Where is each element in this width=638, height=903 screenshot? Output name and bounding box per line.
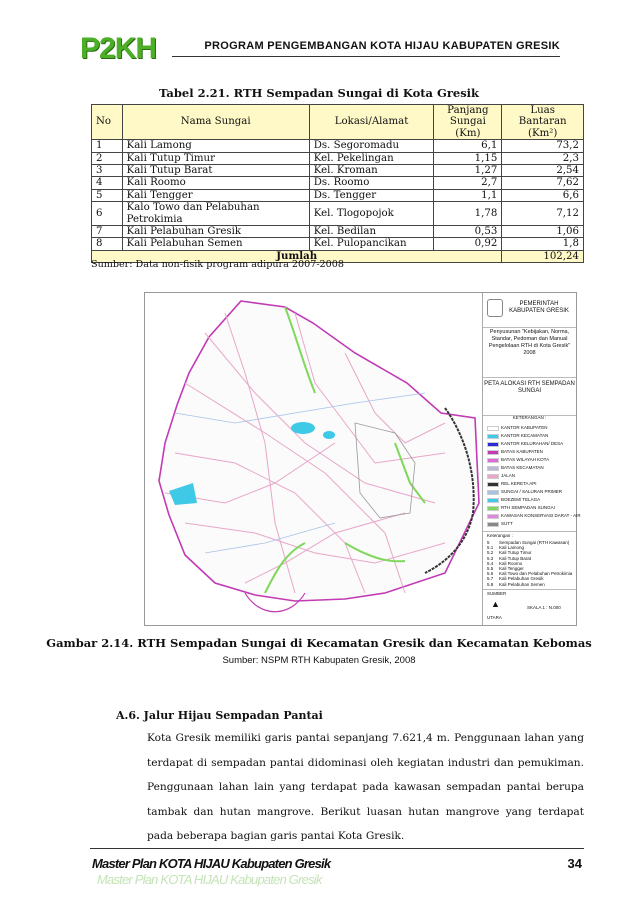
river-list-item: Kali Tutup Barat — [499, 555, 532, 561]
table-row — [92, 238, 584, 250]
legend-swatch — [487, 466, 499, 471]
map-figure — [144, 292, 581, 626]
cell-nama: Kali Tutup Timur — [122, 152, 309, 164]
cell-luas: 1,8 — [502, 238, 584, 250]
footer-title: Master Plan KOTA HIJAU Kabupaten Gresik — [92, 856, 331, 871]
regency-boundary — [159, 301, 479, 601]
cell-nama: Kalo Towo dan Pelabuhan Petrokimia — [122, 202, 309, 226]
cell-panjang: 1,27 — [434, 165, 502, 177]
cell-luas: 2,3 — [502, 152, 584, 164]
river-code: 5.7 — [487, 576, 494, 582]
cell-panjang: 6,1 — [434, 140, 502, 152]
legend-swatch — [487, 474, 499, 479]
legend-item: RTH SEMPADAN SUNGAI — [501, 505, 555, 510]
cell-no: 4 — [92, 177, 123, 189]
cell-nama: Kali Tengger — [122, 189, 309, 201]
cell-lokasi: Kel. Bedilan — [309, 226, 434, 238]
legend-item: KANTOR KABUPATEN — [501, 425, 548, 430]
river-list-item: Kali Tengger — [499, 566, 524, 571]
legend-map-title: PETA ALOKASI RTH SEMPADAN SUNGAI — [483, 377, 576, 416]
total-label: Jumlah — [92, 250, 502, 262]
legend-item: REL KERETA API — [501, 481, 537, 486]
cell-nama: Kali Roomo — [122, 177, 309, 189]
table-row — [92, 177, 584, 189]
cell-luas: 73,2 — [502, 140, 584, 152]
legend-item: SUNGAI / SALURAN PRIMER — [501, 489, 563, 494]
map-legend — [482, 293, 581, 625]
col-nama: Nama Sungai — [122, 105, 309, 140]
cell-no: 7 — [92, 226, 123, 238]
table-row — [92, 226, 584, 238]
legend-swatch — [487, 450, 499, 455]
river-code: 5.6 — [487, 571, 494, 577]
page-number: 34 — [567, 856, 582, 871]
river-list-item: Kali Towo dan Pelabuhan Petrokimia — [499, 571, 573, 577]
cell-nama: Kali Tutup Barat — [122, 165, 309, 177]
table-caption: Tabel 2.21. RTH Sempadan Sungai di Kota Gresik — [158, 86, 480, 100]
river-list-item: Kali Pelabuhan Semen — [499, 581, 545, 587]
legend-item: BATAS KECAMATAN — [501, 465, 544, 470]
cell-panjang: 1,1 — [434, 189, 502, 201]
legend-project: Penyusunan "Kebijakan, Norma, Standar, Pedoman dan Manual Pengelolaan RTH di Kota Gresik" 2008 — [483, 327, 576, 378]
legend-swatch — [487, 514, 499, 519]
figure-caption: Gambar 2.14. RTH Sempadan Sungai di Kecamatan Gresik dan Kecamatan Kebomas — [46, 636, 592, 650]
legend-item: BATAS KABUPATEN — [501, 449, 543, 454]
legend-swatch — [487, 482, 499, 487]
legend-item: JALAN — [501, 473, 516, 478]
header-rule — [172, 56, 560, 57]
legend-swatch — [487, 506, 499, 511]
figure-source: Sumber: NSPM RTH Kabupaten Gresik, 2008 — [222, 655, 416, 666]
cell-nama: Kali Pelabuhan Gresik — [122, 226, 309, 238]
col-panjang: Panjang Sungai (Km) — [434, 105, 502, 140]
cell-no: 3 — [92, 165, 123, 177]
lake-2 — [323, 431, 335, 439]
river-list-item: Kali Roomo — [499, 560, 523, 566]
legend-item: BATAS WILAYAH KOTA — [501, 457, 550, 462]
legend-skala: SKALA 1 : N.000 — [527, 605, 561, 610]
table-header-row — [92, 105, 584, 140]
table-source: Sumber: Data non-fisik program adipura 2007-2008 — [91, 259, 344, 270]
legend-sub-title: Keterangan : — [487, 533, 513, 538]
table-row — [92, 202, 584, 226]
river-list-item: Kali Tutup Timur — [499, 550, 532, 556]
legend-swatch — [487, 434, 499, 439]
section-heading: A.6. Jalur Hijau Sempadan Pantai — [116, 709, 323, 722]
legend-item: KAWASAN KONSERVASI DARAT - AIR — [501, 513, 581, 518]
legend-item: KANTOR KELURAHAN/ DESA — [501, 441, 564, 446]
cell-lokasi: Kel. Pekelingan — [309, 152, 434, 164]
legend-swatch — [487, 490, 499, 495]
cell-no: 1 — [92, 140, 123, 152]
river-code: 5.4 — [487, 560, 494, 566]
footer-rule — [90, 848, 584, 849]
cell-no: 8 — [92, 238, 123, 250]
footer-title-shadow: Master Plan KOTA HIJAU Kabupaten Gresik — [97, 872, 322, 887]
cell-lokasi: Kel. Pulopancikan — [309, 238, 434, 250]
cell-lokasi: Kel. Kroman — [309, 165, 434, 177]
river-list-item: Sempadan Sungai (RTH Kawasan) — [499, 540, 570, 545]
river-code: 5.5 — [487, 566, 494, 571]
legend-keterangan-block — [483, 411, 581, 532]
cell-no: 6 — [92, 202, 123, 226]
cell-luas: 7,12 — [502, 202, 584, 226]
legend-item: SUTT — [501, 521, 513, 526]
col-no: No — [92, 105, 123, 140]
river-code: 5.2 — [487, 550, 494, 556]
legend-swatch — [487, 498, 499, 503]
river-list-item: Kali Pelabuhan Gresik — [499, 576, 544, 582]
total-value: 102,24 — [502, 250, 584, 262]
cell-nama: Kali Lamong — [122, 140, 309, 152]
cell-nama: Kali Pelabuhan Semen — [122, 238, 309, 250]
river-table — [91, 104, 584, 263]
cell-luas: 7,62 — [502, 177, 584, 189]
legend-footer-block — [483, 589, 576, 625]
col-luas: Luas Bantaran (Km²) — [502, 105, 584, 140]
river-code: 5.1 — [487, 545, 494, 551]
cell-no: 2 — [92, 152, 123, 164]
legend-org: PEMERINTAH KABUPATEN GRESIK — [509, 301, 569, 314]
legend-swatch — [487, 442, 499, 447]
legend-utara: UTARA — [487, 615, 502, 620]
cell-panjang: 2,7 — [434, 177, 502, 189]
legend-swatch — [487, 522, 499, 527]
north-arrow-icon: ▲ — [491, 599, 500, 609]
p2kh-logo: P2KH — [80, 32, 157, 65]
legend-sumber: SUMBER — [487, 591, 507, 596]
legend-title: KETERANGAN : — [512, 415, 547, 420]
legend-item: BOEZEM/ TELAGA — [501, 497, 541, 502]
cell-luas: 1,06 — [502, 226, 584, 238]
legend-river-block — [483, 531, 576, 590]
cell-no: 5 — [92, 189, 123, 201]
cell-luas: 6,6 — [502, 189, 584, 201]
lake-1 — [291, 422, 315, 434]
cell-lokasi: Ds. Tengger — [309, 189, 434, 201]
cell-panjang: 1,15 — [434, 152, 502, 164]
river-code: 5.3 — [487, 555, 494, 561]
river-code: 5.8 — [487, 581, 494, 587]
cell-lokasi: Ds. Roomo — [309, 177, 434, 189]
legend-item: KANTOR KECAMATAN — [501, 433, 549, 438]
table-row — [92, 189, 584, 201]
cell-panjang: 0,53 — [434, 226, 502, 238]
cell-luas: 2,54 — [502, 165, 584, 177]
legend-swatch — [487, 426, 499, 431]
cell-panjang: 1,78 — [434, 202, 502, 226]
map-drawing — [145, 293, 482, 625]
legend-org-block — [483, 293, 576, 328]
table-row — [92, 152, 584, 164]
page-header — [80, 28, 560, 68]
river-code: 5 — [487, 540, 490, 545]
legend-swatch — [487, 458, 499, 463]
header-title: PROGRAM PENGEMBANGAN KOTA HIJAU KABUPATEN GRESIK — [204, 40, 560, 52]
col-lokasi: Lokasi/Alamat — [309, 105, 434, 140]
river-list-item: Kali Lamong — [499, 545, 525, 551]
cell-lokasi: Kel. Tlogopojok — [309, 202, 434, 226]
section-paragraph: Kota Gresik memiliki garis pantai sepanjang 7.621,4 m. Penggunaan lahan yang terdapat di sempadan pantai didominasi oleh kegiatan industri dan pemukiman. Penggunaan lahan lain yang terdapat pada kawasan sempadan pantai berupa tambak dan hutan mangrove. Berikut luasan hutan mangrove yang terdapat pada beberapa bagian garis pantai Kota Gresik. — [147, 732, 584, 842]
coat-of-arms-icon — [487, 299, 503, 317]
table-row — [92, 140, 584, 152]
cell-panjang: 0,92 — [434, 238, 502, 250]
cell-lokasi: Ds. Segoromadu — [309, 140, 434, 152]
table-row — [92, 165, 584, 177]
